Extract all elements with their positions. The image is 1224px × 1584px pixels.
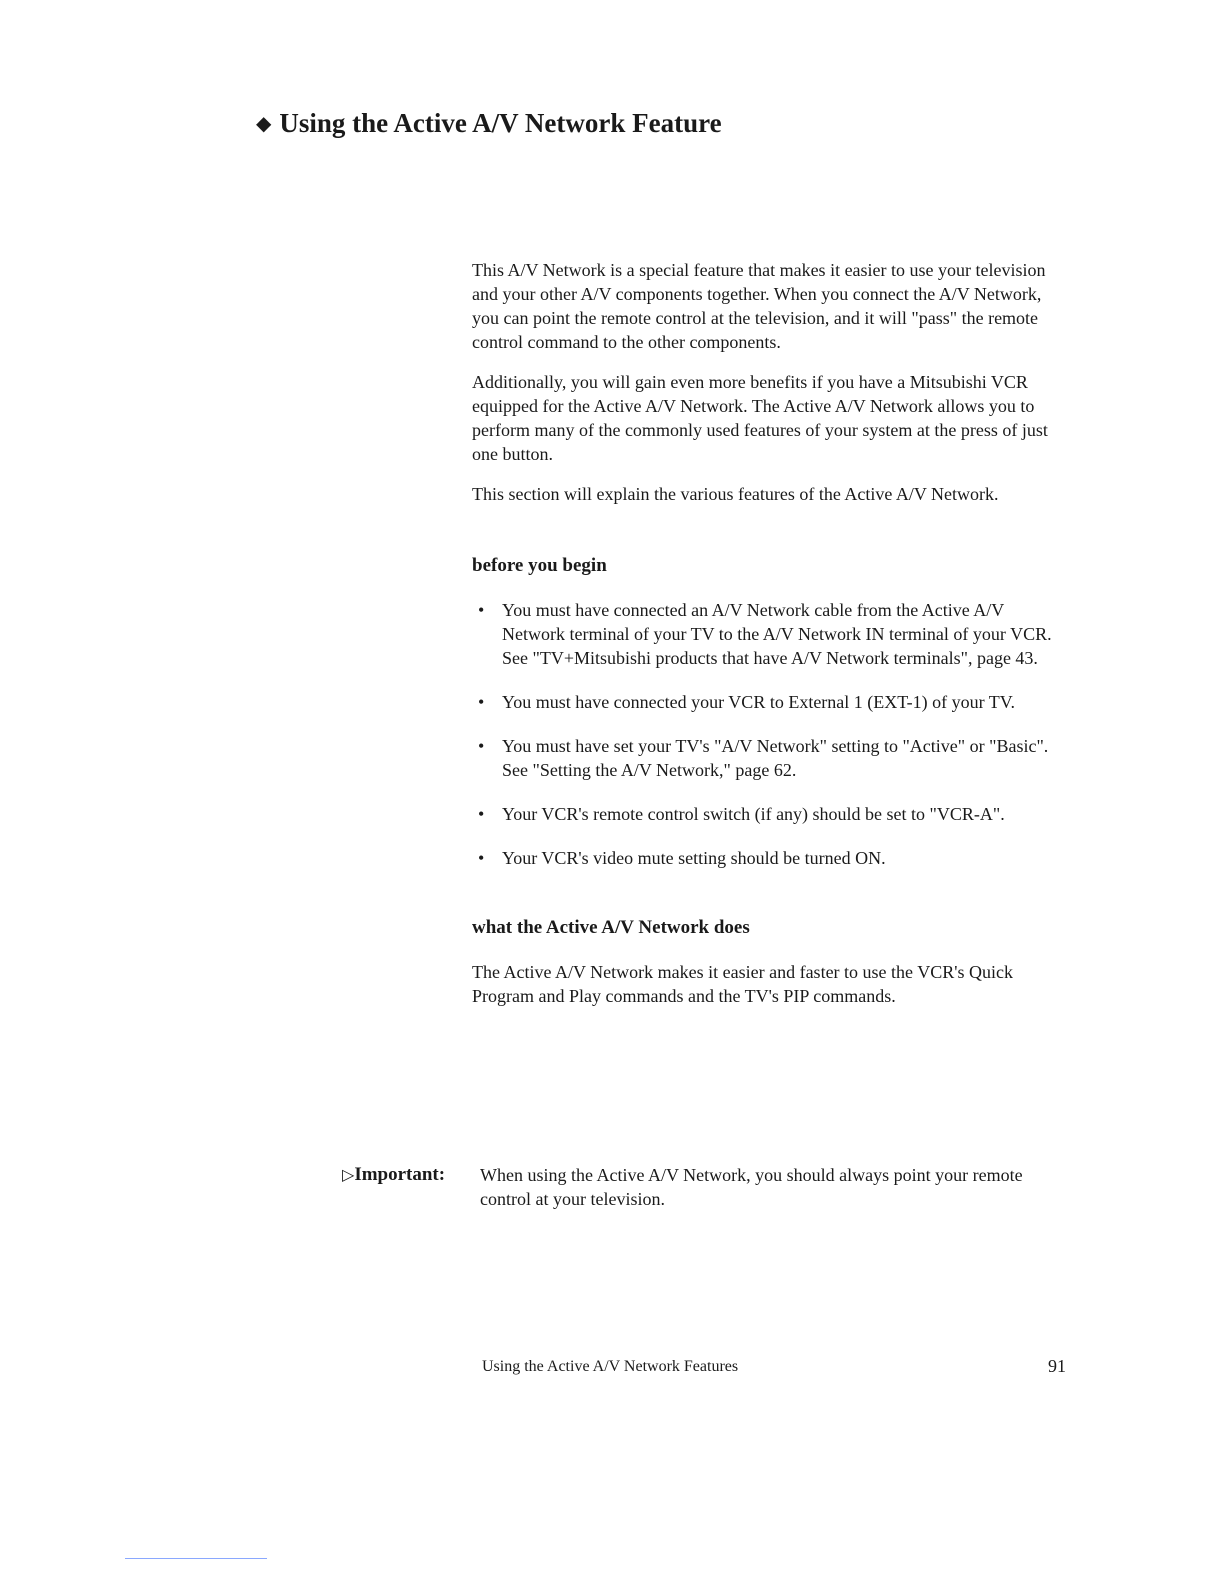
before-you-begin-heading: before you begin — [472, 555, 607, 576]
list-item — [472, 598, 1062, 670]
important-label-text: Important: — [354, 1164, 446, 1185]
intro-paragraph-3: This section will explain the various features of the Active A/V Network. — [472, 484, 999, 504]
intro-paragraph-1: This A/V Network is a special feature that makes it easier to use your television and your other A/V components together. When you connect the A/V Network, you can point the remote control at the television, and it will "pass" the remote control command to the other components. — [472, 260, 1046, 352]
scan-artifact-line — [125, 1558, 267, 1559]
important-text: When using the Active A/V Network, you should always point your remote control at your television. — [480, 1165, 1023, 1209]
diamond-bullet-icon: ◆ — [256, 113, 272, 135]
bullet-icon: • — [478, 848, 485, 868]
page-title — [256, 108, 722, 139]
list-item — [472, 690, 1062, 714]
page-number: 91 — [1048, 1356, 1066, 1376]
list-item-text: You must have connected an A/V Network cable from the Active A/V Network terminal of your TV to the A/V Network IN terminal of your VCR. See "TV+Mitsubishi products that have A/V Network terminals", page 43. — [502, 600, 1052, 668]
important-note — [342, 1163, 1072, 1211]
list-item-text: You must have connected your VCR to External 1 (EXT-1) of your TV. — [502, 692, 1015, 712]
list-item-text: Your VCR's remote control switch (if any) should be set to "VCR-A". — [502, 804, 1005, 824]
triangle-right-icon: ▷ — [342, 1167, 355, 1184]
footer-section-title: Using the Active A/V Network Features — [482, 1358, 739, 1375]
list-item — [472, 802, 1062, 826]
main-content — [472, 258, 1062, 1024]
what-it-does-text: The Active A/V Network makes it easier and faster to use the VCR's Quick Program and Play commands and the TV's PIP commands. — [472, 962, 1013, 1006]
page-title-text: Using the Active A/V Network Feature — [279, 108, 722, 138]
list-item — [472, 734, 1062, 782]
bullet-icon: • — [478, 692, 485, 712]
before-you-begin-list — [472, 598, 1062, 870]
list-item-text: Your VCR's video mute setting should be turned ON. — [502, 848, 886, 868]
what-it-does-heading: what the Active A/V Network does — [472, 917, 750, 938]
bullet-icon: • — [478, 600, 485, 620]
bullet-icon: • — [478, 804, 485, 824]
bullet-icon: • — [478, 736, 485, 756]
list-item — [472, 846, 1062, 870]
list-item-text: You must have set your TV's "A/V Network" setting to "Active" or "Basic". See "Setting the A/V Network," page 62. — [502, 736, 1049, 780]
intro-paragraph-2: Additionally, you will gain even more benefits if you have a Mitsubishi VCR equipped for the Active A/V Network. The Active A/V Network allows you to perform many of the commonly used features of your system at the press of just one button. — [472, 372, 1048, 464]
important-label — [342, 1163, 445, 1188]
